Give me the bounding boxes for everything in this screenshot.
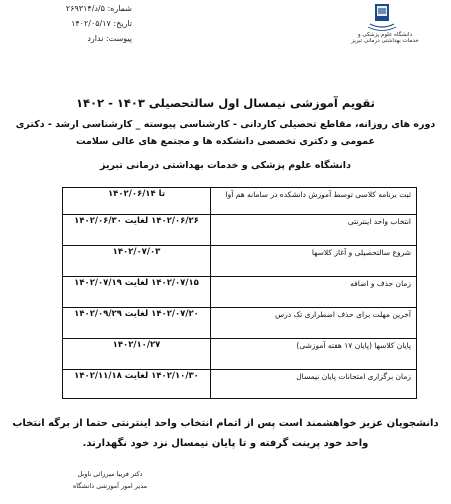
notice-line-2: واحد خود پرینت گرفته و تا پایان نیمسال نزد خود نگهدارند. xyxy=(82,438,369,449)
schedule-date: تا ۱۴۰۲/۰۶/۱۴ xyxy=(107,189,166,199)
schedule-date: ۱۴۰۲/۰۷/۲۰ لغایت ۱۴۰۲/۰۹/۲۹ xyxy=(74,309,199,319)
schedule-table xyxy=(62,187,417,399)
event-cell xyxy=(211,339,416,369)
subtitle-line-2: عمومی و دکتری تخصصی دانشکده ها و مجتمع های عالی سلامت xyxy=(75,136,376,147)
schedule-date: ۱۴۰۲/۱۰/۳۰ لغایت ۱۴۰۲/۱۱/۱۸ xyxy=(74,371,199,381)
table-row xyxy=(63,369,416,398)
schedule-event: انتخاب واحد اینترنتی xyxy=(347,217,411,226)
signature-name: دکتر فریبا میرزائی ناوبل xyxy=(77,470,143,478)
schedule-date: ۱۴۰۲/۰۷/۰۳ xyxy=(112,247,161,257)
schedule-event: ثبت برنامه کلاسی توسط آموزش دانشکده در سامانه هم آوا xyxy=(225,190,411,199)
date-cell xyxy=(63,277,211,307)
table-row xyxy=(63,187,416,214)
event-cell xyxy=(211,308,416,338)
schedule-date: ۱۴۰۲/۱۰/۲۷ xyxy=(112,340,161,350)
schedule-event: شروع سالتحصیلی و آغاز کلاسها xyxy=(311,248,411,257)
date-cell xyxy=(63,308,211,338)
table-row xyxy=(63,214,416,245)
logo-caption: دانشگاه علوم پزشکی و خدمات بهداشتی درمانی تبریز xyxy=(351,32,419,44)
schedule-date: ۱۴۰۲/۰۶/۲۶ لغایت ۱۴۰۲/۰۶/۳۰ xyxy=(74,216,199,226)
event-cell xyxy=(211,246,416,276)
table-row xyxy=(63,338,416,369)
letter-number: شماره: ۵/د/۲۶۹۳۱۴ xyxy=(65,4,132,13)
event-cell xyxy=(211,188,416,214)
date-cell xyxy=(63,188,211,214)
schedule-event: زمان حذف و اضافه xyxy=(350,279,411,288)
letter-date: تاریخ: ۱۴۰۲/۰۵/۱۷ xyxy=(71,19,132,28)
schedule-date: ۱۴۰۲/۰۷/۱۵ لغایت ۱۴۰۲/۰۷/۱۹ xyxy=(74,278,199,288)
subtitle-line-1: دوره های روزانه، مقاطع تحصیلی کاردانی - کارشناسی پیوسته _ کارشناسی ارشد - دکتری xyxy=(15,119,436,130)
event-cell xyxy=(211,370,416,398)
date-cell xyxy=(63,370,211,398)
table-row xyxy=(63,307,416,338)
date-cell xyxy=(63,246,211,276)
event-cell xyxy=(211,277,416,307)
date-cell xyxy=(63,215,211,245)
schedule-event: آخرین مهلت برای حذف اضطراری تک درس xyxy=(274,310,411,319)
date-cell xyxy=(63,339,211,369)
schedule-event: زمان برگزاری امتحانات پایان نیمسال xyxy=(296,372,411,381)
table-row xyxy=(63,276,416,307)
page-title: تقویم آموزشی نیمسال اول سالتحصیلی ۱۴۰۳ - ۱۴۰۲ xyxy=(75,96,375,110)
letter-attachment: پیوست: ندارد xyxy=(87,34,132,43)
event-cell xyxy=(211,215,416,245)
notice-line-1: دانشجویان عزیز خواهشمند است پس از اتمام انتخاب واحد اینترنتی حتما از برگه انتخاب xyxy=(12,418,439,429)
schedule-event: پایان کلاسها (پایان ۱۷ هفته آموزشی) xyxy=(296,341,411,350)
subtitle-line-3: دانشگاه علوم پزشکی و خدمات بهداشتی درمانی تبریز xyxy=(100,160,351,171)
signature-role: مدیر امور آموزشی دانشگاه xyxy=(72,482,148,490)
table-row xyxy=(63,245,416,276)
